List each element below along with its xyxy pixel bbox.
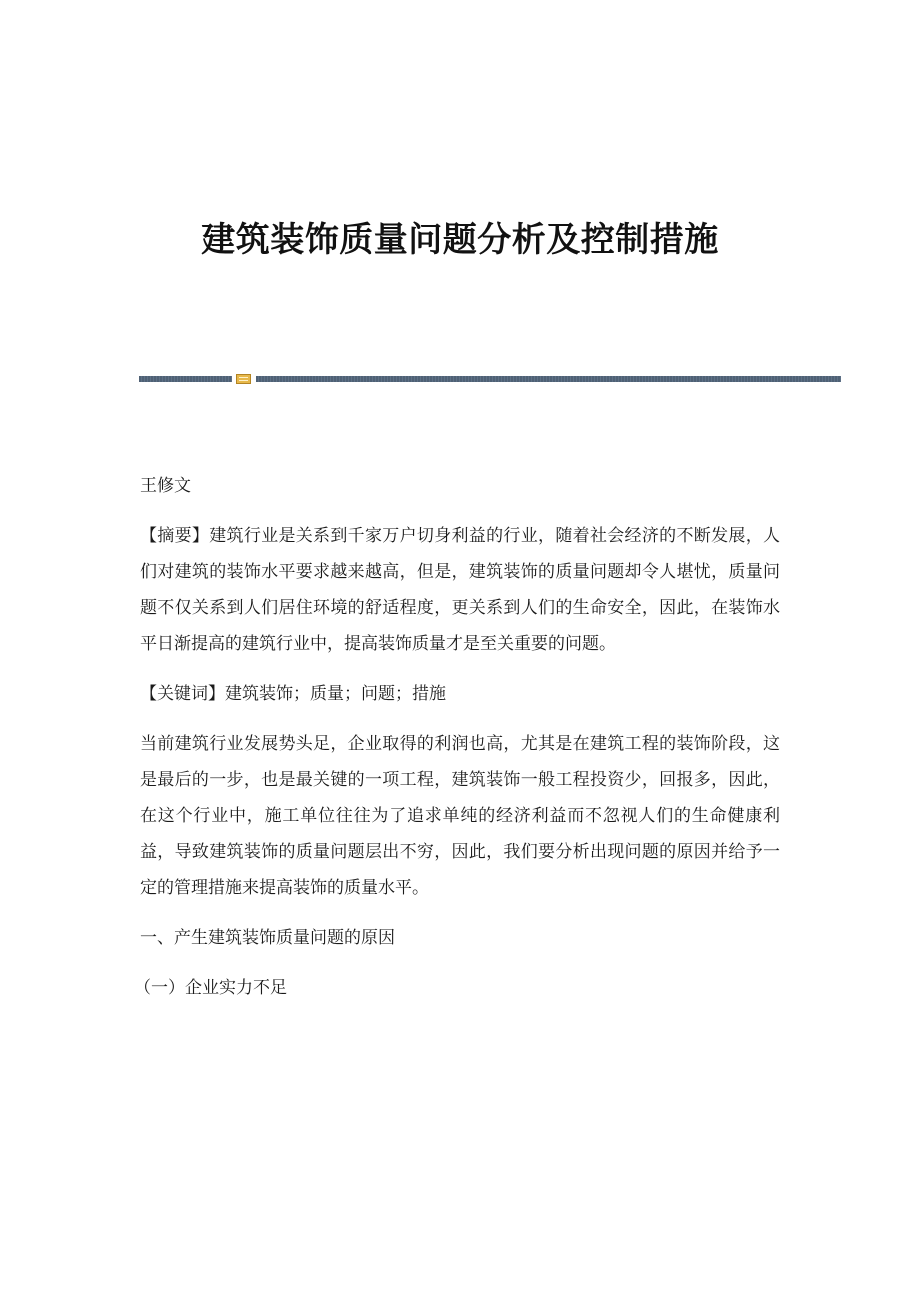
abstract-paragraph: 【摘要】建筑行业是关系到千家万户切身利益的行业，随着社会经济的不断发展，人们对建筑的装饰水平要求越来越高，但是，建筑装饰的质量问题却令人堪忧，质量问题不仅关系到人们居住环境的舒适程度，更关系到人们的生命安全，因此，在装饰水平日渐提高的建筑行业中，提高装饰质量才是至关重要的问题。	[140, 526, 780, 654]
author-name: 王修文	[140, 476, 191, 496]
divider-ornament-icon	[236, 374, 251, 384]
body-paragraph: 当前建筑行业发展势头足，企业取得的利润也高，尤其是在建筑工程的装饰阶段，这是最后的一步，也是最关键的一项工程，建筑装饰一般工程投资少，回报多，因此，在这个行业中，施工单位往往为了追求单纯的经济利益而不忽视人们的生命健康利益，导致建筑装饰的质量问题层出不穷，因此，我们要分析出现问题的原因并给予一定的管理措施来提高装饰的质量水平。	[140, 734, 780, 898]
divider-bar-right	[256, 376, 841, 382]
document-body	[134, 468, 780, 1006]
keywords-line: 【关键词】建筑装饰；质量；问题；措施	[140, 684, 446, 704]
subsection-heading: （一）企业实力不足	[134, 978, 287, 998]
divider-bar-left	[139, 376, 232, 382]
document-title: 建筑装饰质量问题分析及控制措施	[201, 220, 719, 260]
section-heading: 一、产生建筑装饰质量问题的原因	[140, 928, 395, 948]
title-divider	[139, 374, 841, 384]
